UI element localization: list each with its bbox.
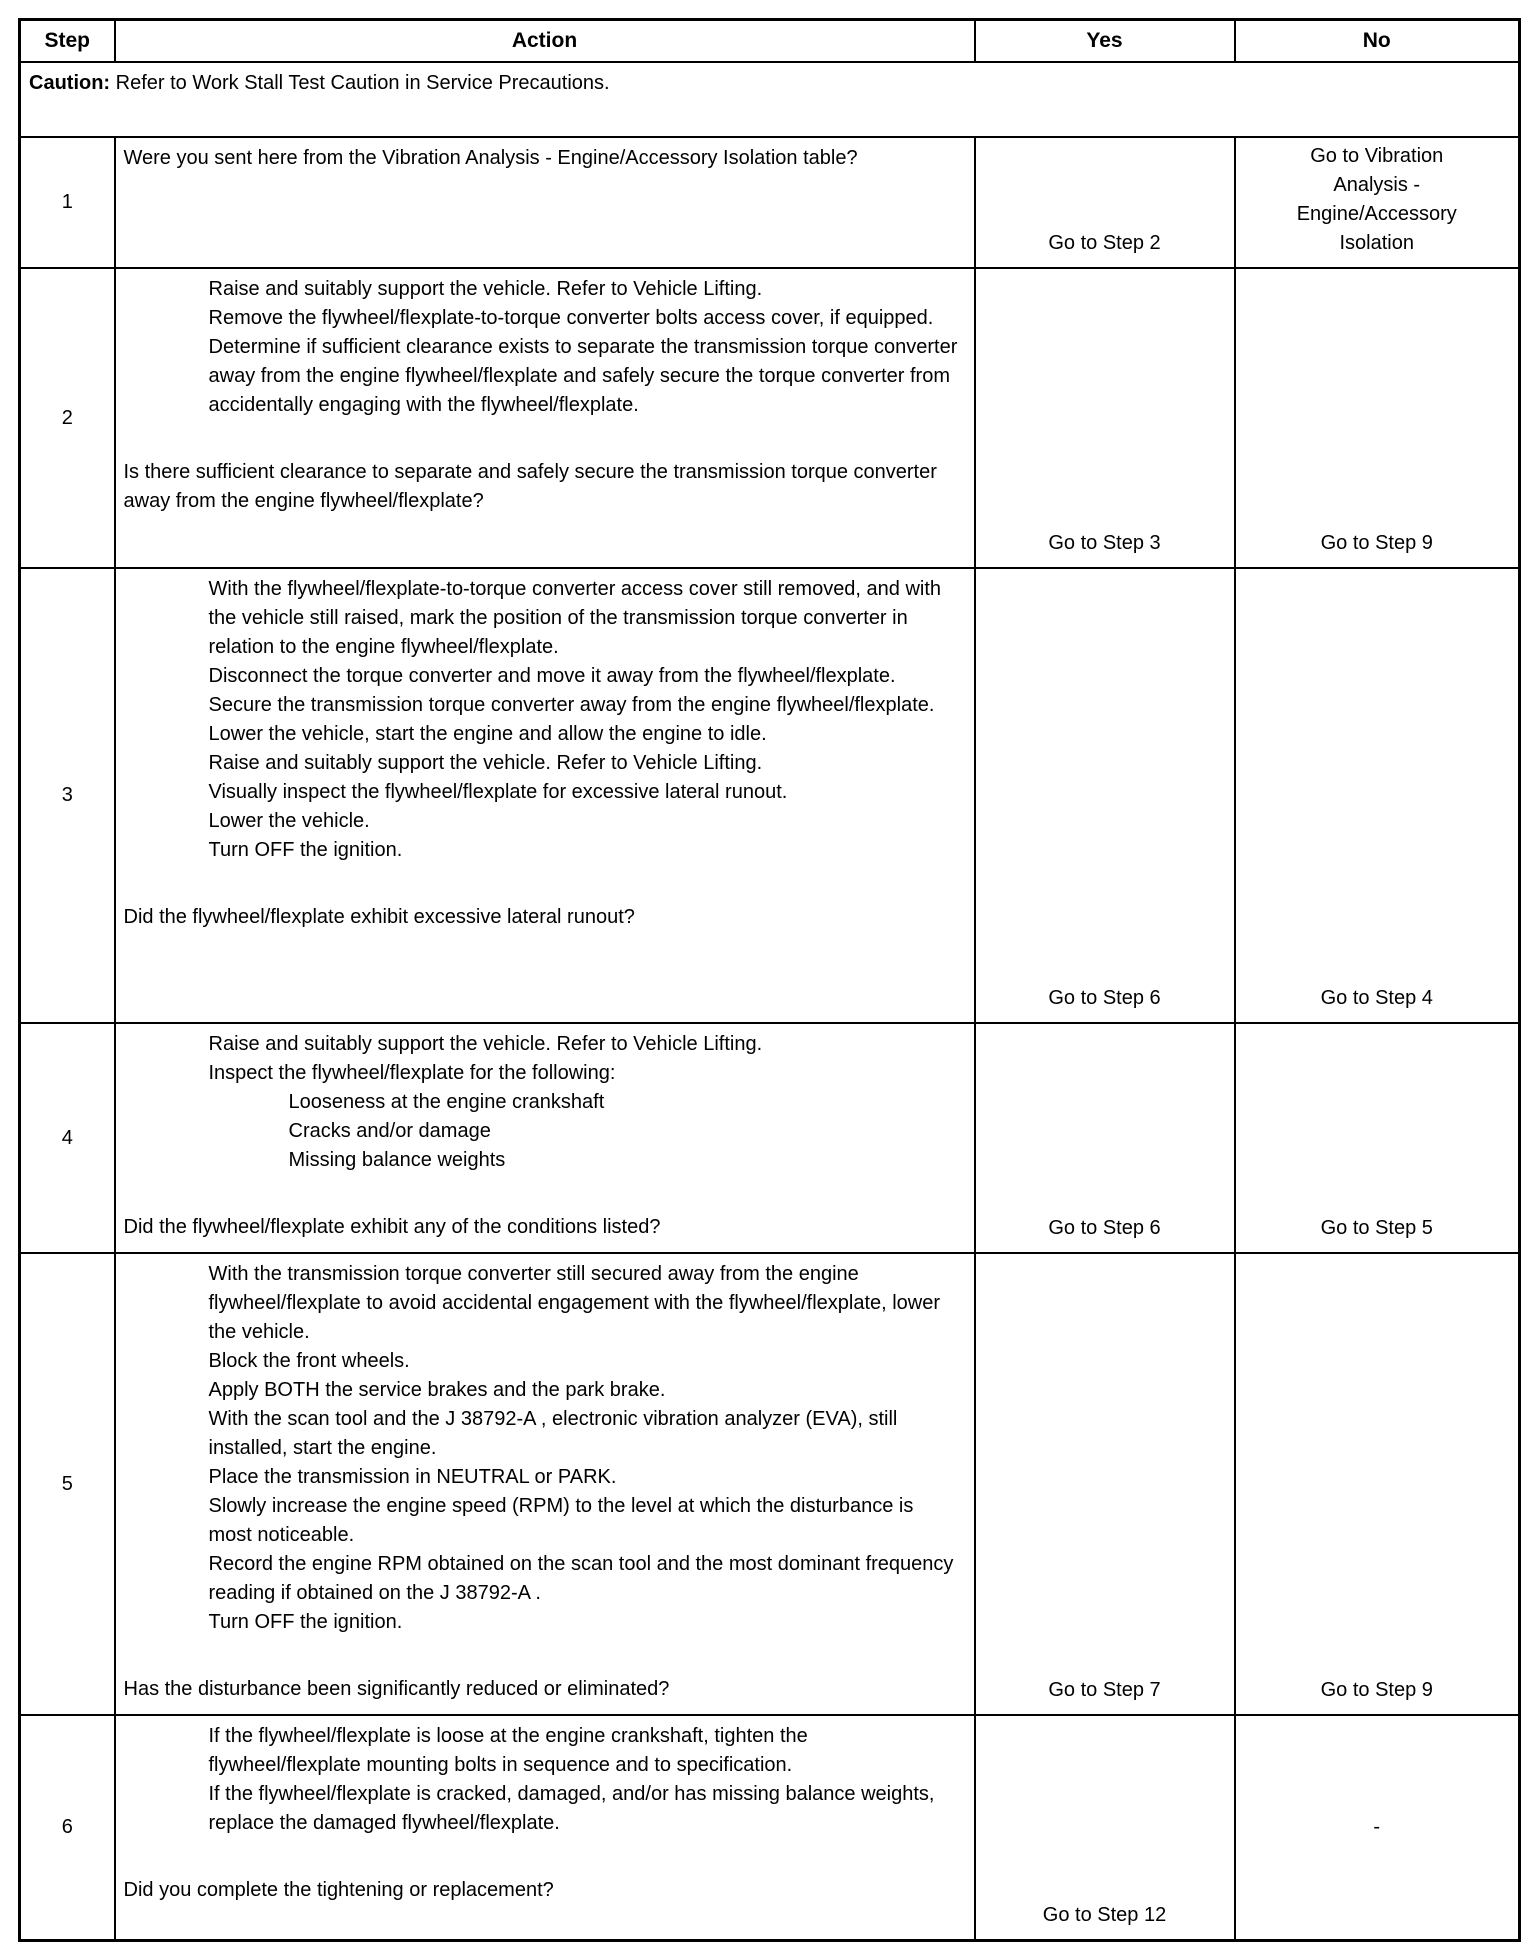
header-no: No	[1235, 20, 1520, 63]
table-row-step-5	[20, 1253, 1520, 1715]
step-number: 6	[20, 1715, 115, 1940]
action-item: Lower the vehicle.	[208, 810, 370, 833]
yes-cell	[975, 1715, 1235, 1940]
action-item: Block the front wheels.	[208, 1350, 410, 1373]
action-item: With the transmission torque converter still secured away from the engine flywheel/flexplate to avoid accidental engagement with the flywheel/flexplate, lower the vehicle.	[208, 1263, 941, 1344]
yes-cell	[975, 137, 1235, 268]
goto-label: Go to Step 7	[1048, 1679, 1161, 1702]
action-item: Slowly increase the engine speed (RPM) to the level at which the disturbance is most noticeable.	[208, 1495, 914, 1547]
action-item: With the scan tool and the J 38792-A , electronic vibration analyzer (EVA), still installed, start the engine.	[208, 1408, 898, 1460]
action-item: With the flywheel/flexplate-to-torque converter access cover still removed, and with the vehicle still raised, mark the position of the transmission torque converter in relation to the engine flywheel/flexplate.	[208, 578, 942, 659]
goto-label: -	[1373, 1816, 1381, 1839]
diagnostic-step-table	[18, 18, 1521, 1942]
yes-cell	[975, 1253, 1235, 1715]
action-cell	[115, 568, 975, 1023]
goto-label: Go to Vibration Analysis - Engine/Accessory Isolation	[1296, 145, 1457, 255]
step-number: 3	[20, 568, 115, 1023]
step-number: 4	[20, 1023, 115, 1253]
table-row-step-6	[20, 1715, 1520, 1940]
action-item: If the flywheel/flexplate is cracked, damaged, and/or has missing balance weights, replace the damaged flywheel/flexplate.	[208, 1783, 935, 1835]
action-question: Were you sent here from the Vibration Analysis - Engine/Accessory Isolation table?	[123, 147, 858, 170]
goto-label: Go to Step 6	[1048, 987, 1161, 1010]
action-item: Turn OFF the ignition.	[208, 1611, 403, 1634]
action-item: Visually inspect the flywheel/flexplate for excessive lateral runout.	[208, 781, 788, 804]
action-question: Has the disturbance been significantly reduced or eliminated?	[123, 1678, 670, 1701]
caution-cell	[20, 62, 1520, 137]
action-sub-item: Cracks and/or damage	[288, 1120, 491, 1143]
action-cell	[115, 137, 975, 268]
action-cell	[115, 1715, 975, 1940]
caution-label: Caution:	[29, 72, 111, 95]
no-cell	[1235, 1023, 1520, 1253]
goto-label: Go to Step 9	[1320, 1679, 1433, 1702]
action-item: Apply BOTH the service brakes and the park brake.	[208, 1379, 666, 1402]
action-cell	[115, 268, 975, 568]
action-item: If the flywheel/flexplate is loose at the engine crankshaft, tighten the flywheel/flexplate mounting bolts in sequence and to specification.	[208, 1725, 808, 1777]
no-cell	[1235, 1253, 1520, 1715]
action-item: Record the engine RPM obtained on the scan tool and the most dominant frequency reading if obtained on the J 38792-A .	[208, 1553, 954, 1605]
action-item: Determine if sufficient clearance exists to separate the transmission torque converter away from the engine flywheel/flexplate and safely secure the torque converter from accidentally engaging with the flywheel/flexplate.	[208, 336, 958, 417]
no-cell	[1235, 268, 1520, 568]
action-sub-item: Missing balance weights	[288, 1149, 506, 1172]
yes-cell	[975, 1023, 1235, 1253]
action-item: Remove the flywheel/flexplate-to-torque converter bolts access cover, if equipped.	[208, 307, 934, 330]
header-yes: Yes	[975, 20, 1235, 63]
no-cell	[1235, 568, 1520, 1023]
action-item: Raise and suitably support the vehicle. Refer to Vehicle Lifting.	[208, 278, 763, 301]
header-action: Action	[115, 20, 975, 63]
action-sub-item: Looseness at the engine crankshaft	[288, 1091, 605, 1114]
step-number: 5	[20, 1253, 115, 1715]
goto-label: Go to Step 2	[1048, 232, 1161, 255]
header-step: Step	[20, 20, 115, 63]
action-cell	[115, 1253, 975, 1715]
action-item: Raise and suitably support the vehicle. Refer to Vehicle Lifting.	[208, 1033, 763, 1056]
goto-label: Go to Step 9	[1320, 532, 1433, 555]
action-item: Turn OFF the ignition.	[208, 839, 403, 862]
goto-label: Go to Step 4	[1320, 987, 1433, 1010]
action-question: Did you complete the tightening or replacement?	[123, 1879, 554, 1902]
step-number: 1	[20, 137, 115, 268]
table-row-step-2	[20, 268, 1520, 568]
table-row-step-1	[20, 137, 1520, 268]
caution-text: Refer to Work Stall Test Caution in Service Precautions.	[115, 72, 610, 95]
action-question: Did the flywheel/flexplate exhibit any of the conditions listed?	[123, 1216, 661, 1239]
no-cell	[1235, 137, 1520, 268]
table-row-step-3	[20, 568, 1520, 1023]
goto-label: Go to Step 3	[1048, 532, 1161, 555]
action-item: Raise and suitably support the vehicle. Refer to Vehicle Lifting.	[208, 752, 763, 775]
yes-cell	[975, 268, 1235, 568]
action-cell	[115, 1023, 975, 1253]
action-question: Is there sufficient clearance to separate and safely secure the transmission torque converter away from the engine flywheel/flexplate?	[123, 461, 937, 513]
goto-label: Go to Step 6	[1048, 1217, 1161, 1240]
yes-cell	[975, 568, 1235, 1023]
action-question: Did the flywheel/flexplate exhibit excessive lateral runout?	[123, 906, 635, 929]
table-row-step-4	[20, 1023, 1520, 1253]
action-item: Secure the transmission torque converter away from the engine flywheel/flexplate.	[208, 694, 935, 717]
action-item: Place the transmission in NEUTRAL or PARK.	[208, 1466, 617, 1489]
step-number: 2	[20, 268, 115, 568]
action-item: Inspect the flywheel/flexplate for the following:	[208, 1062, 616, 1085]
header-row	[20, 20, 1520, 63]
no-cell	[1235, 1715, 1520, 1940]
goto-label: Go to Step 5	[1320, 1217, 1433, 1240]
caution-row	[20, 62, 1520, 137]
goto-label: Go to Step 12	[1042, 1903, 1167, 1926]
action-item: Lower the vehicle, start the engine and allow the engine to idle.	[208, 723, 767, 746]
action-item: Disconnect the torque converter and move it away from the flywheel/flexplate.	[208, 665, 896, 688]
